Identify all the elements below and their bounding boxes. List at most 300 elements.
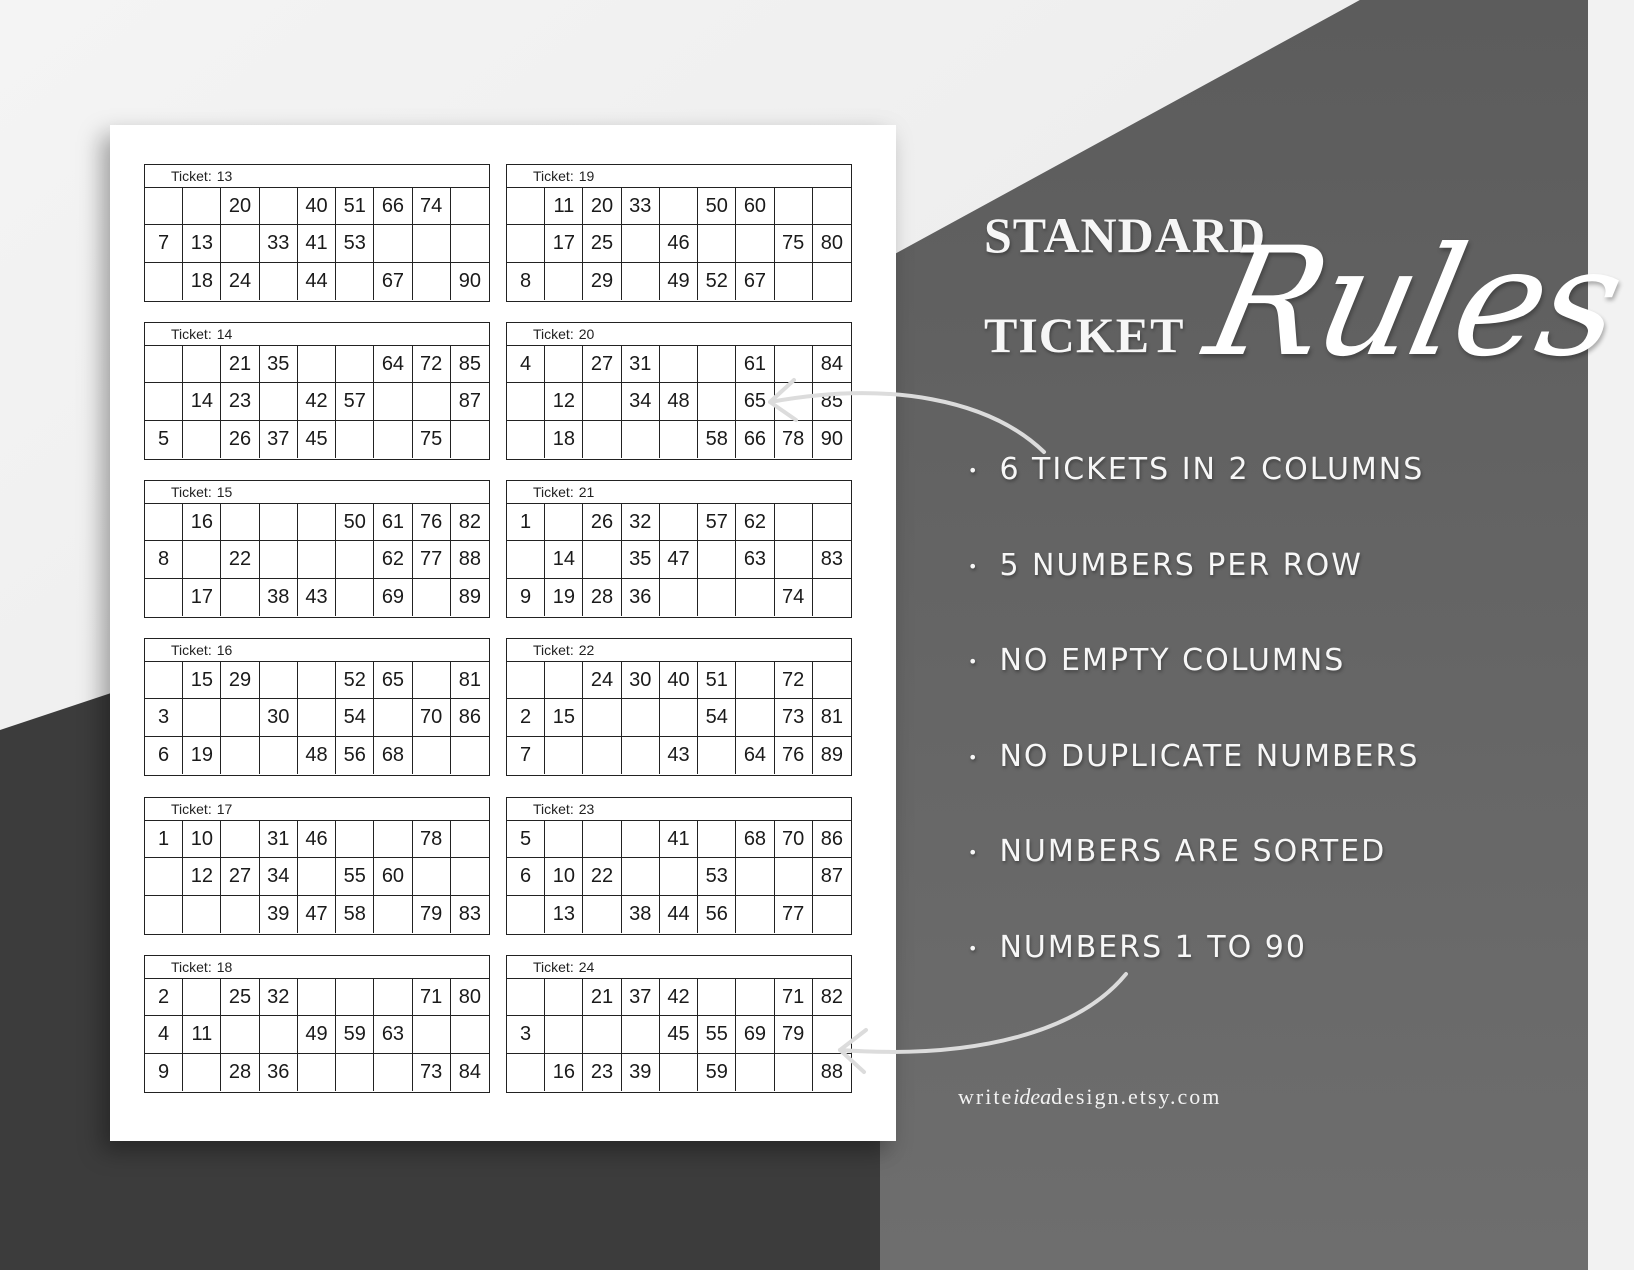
ticket-cell: [451, 821, 489, 858]
ticket-cell: [775, 504, 813, 541]
ticket-cell: [736, 1054, 774, 1091]
ticket-cell: [183, 699, 221, 736]
ticket-cell: [183, 188, 221, 225]
ticket-cell: 59: [698, 1054, 736, 1091]
ticket-cell: [583, 383, 621, 420]
ticket-cell: [374, 979, 412, 1016]
ticket-cell: 73: [775, 699, 813, 736]
ticket-cell: 62: [736, 504, 774, 541]
ticket-cell: 2: [507, 699, 545, 736]
ticket-cell: 72: [775, 662, 813, 699]
ticket-cell: 8: [507, 263, 545, 300]
ticket-cell: 74: [413, 188, 451, 225]
ticket-header: [507, 165, 851, 188]
ticket-cell: 58: [336, 896, 374, 933]
ticket-cell: 78: [775, 421, 813, 458]
ticket-cell: [545, 737, 583, 774]
ticket-number-grid: [507, 821, 851, 933]
ticket-number-grid: [145, 504, 489, 616]
ticket-cell: [145, 383, 183, 420]
ticket-cell: [413, 579, 451, 616]
ticket-cell: 17: [545, 225, 583, 262]
bullet-icon: •: [968, 461, 980, 480]
ticket-cell: 48: [298, 737, 336, 774]
ticket-cell: 35: [622, 541, 660, 578]
ticket-cell: 51: [698, 662, 736, 699]
ticket-cell: [221, 896, 259, 933]
ticket-cell: 39: [260, 896, 298, 933]
ticket-cell: 72: [413, 346, 451, 383]
ticket-cell: [775, 263, 813, 300]
ticket-cell: [221, 821, 259, 858]
ticket-cell: [451, 421, 489, 458]
ticket-cell: 27: [221, 858, 259, 895]
ticket-cell: 37: [260, 421, 298, 458]
ticket-cell: 12: [545, 383, 583, 420]
ticket: [506, 164, 852, 302]
ticket-cell: [660, 699, 698, 736]
ticket-cell: [145, 263, 183, 300]
ticket-cell: 43: [298, 579, 336, 616]
ticket-header: [507, 481, 851, 504]
ticket-cell: 19: [545, 579, 583, 616]
ticket-cell: [813, 1016, 851, 1053]
ticket-cell: [583, 896, 621, 933]
ticket-cell: [545, 821, 583, 858]
ticket-header: [507, 323, 851, 346]
ticket-cell: 88: [820, 1060, 843, 1083]
ticket-cell: [451, 737, 489, 774]
rule-text: 5 NUMBERS PER ROW: [999, 547, 1363, 583]
ticket-cell: 34: [260, 858, 298, 895]
ticket: [506, 797, 852, 935]
ticket-cell: 73: [413, 1054, 451, 1091]
ticket-cell: 90: [458, 269, 481, 292]
ticket-cell: [813, 896, 851, 933]
ticket-cell: 31: [260, 821, 298, 858]
ticket-cell: [545, 263, 583, 300]
ticket-label: Ticket:: [533, 801, 574, 817]
ticket-label: Ticket:: [171, 959, 212, 975]
ticket-cell: 38: [622, 896, 660, 933]
ticket-number-grid: [145, 979, 489, 1091]
ticket-cell: [507, 188, 545, 225]
ticket-cell: [775, 858, 813, 895]
ticket-cell: 51: [336, 188, 374, 225]
ticket-number-grid: [507, 504, 851, 616]
ticket: [506, 955, 852, 1093]
ticket-header: [507, 639, 851, 662]
ticket-cell: 26: [583, 504, 621, 541]
ticket-number: 23: [578, 801, 595, 817]
ticket-number-grid: [507, 979, 851, 1091]
rules-list: [968, 452, 1424, 1025]
ticket-cell: [221, 225, 259, 262]
ticket-cell: [183, 541, 221, 578]
ticket-cell: 59: [336, 1016, 374, 1053]
ticket-cell: 23: [221, 383, 259, 420]
ticket-cell: [260, 1016, 298, 1053]
ticket-cell: [260, 662, 298, 699]
ticket-cell: 77: [413, 541, 451, 578]
ticket-cell: 61: [374, 504, 412, 541]
ticket-cell: 10: [545, 858, 583, 895]
ticket-cell: [183, 896, 221, 933]
ticket-cell: [451, 1016, 489, 1053]
ticket-cell: 13: [545, 896, 583, 933]
ticket-cell: [374, 896, 412, 933]
ticket-cell: 56: [698, 896, 736, 933]
ticket-cell: [298, 662, 336, 699]
ticket-cell: [336, 541, 374, 578]
ticket-cell: [622, 699, 660, 736]
rule-item: [968, 548, 1424, 644]
ticket-cell: [583, 1016, 621, 1053]
ticket-cell: 89: [820, 743, 843, 766]
ticket-cell: 55: [336, 858, 374, 895]
ticket-cell: 90: [820, 427, 843, 450]
ticket-cell: 36: [622, 579, 660, 616]
ticket-cell: 19: [183, 737, 221, 774]
ticket-number-grid: [507, 188, 851, 300]
ticket-cell: 12: [183, 858, 221, 895]
ticket-cell: 57: [698, 504, 736, 541]
ticket-cell: 37: [622, 979, 660, 1016]
ticket-cell: 78: [413, 821, 451, 858]
ticket-cell: 42: [298, 383, 336, 420]
ticket-number: 21: [578, 484, 595, 500]
ticket-cell: 9: [507, 579, 545, 616]
ticket: [144, 638, 490, 776]
ticket-label: Ticket:: [171, 642, 212, 658]
ticket-cell: 20: [583, 188, 621, 225]
rule-text: NUMBERS 1 TO 90: [999, 929, 1307, 965]
ticket-number: 13: [216, 168, 233, 184]
ticket-label: Ticket:: [171, 484, 212, 500]
ticket-cell: [183, 1054, 221, 1091]
ticket-cell: 41: [298, 225, 336, 262]
ticket-cell: [813, 662, 851, 699]
ticket-cell: [622, 821, 660, 858]
ticket-cell: 38: [260, 579, 298, 616]
ticket-cell: [260, 188, 298, 225]
ticket-cell: [545, 504, 583, 541]
rule-text: 6 TICKETS IN 2 COLUMNS: [999, 452, 1425, 487]
ticket-cell: [507, 1054, 545, 1091]
ticket-cell: [545, 662, 583, 699]
ticket-cell: [775, 383, 813, 420]
ticket-cell: [260, 737, 298, 774]
ticket-cell: 15: [183, 662, 221, 699]
ticket-number: 22: [578, 642, 595, 658]
ticket-cell: [413, 858, 451, 895]
ticket-cell: [660, 346, 698, 383]
ticket-cell: [660, 858, 698, 895]
ticket-cell: 67: [736, 263, 774, 300]
ticket-cell: [736, 896, 774, 933]
ticket-cell: 4: [507, 346, 545, 383]
ticket-header: [145, 481, 489, 504]
ticket-cell: [145, 188, 183, 225]
ticket-label: Ticket:: [171, 168, 212, 184]
ticket-cell: [698, 383, 736, 420]
ticket-cell: [336, 421, 374, 458]
ticket-cell: [622, 263, 660, 300]
ticket-cell: 61: [736, 346, 774, 383]
ticket-cell: [260, 383, 298, 420]
ticket-cell: 26: [221, 421, 259, 458]
ticket-cell: 76: [413, 504, 451, 541]
ticket-cell: [736, 662, 774, 699]
ticket-cell: [775, 1054, 813, 1091]
ticket-number-grid: [507, 662, 851, 774]
ticket-cell: [298, 858, 336, 895]
ticket-cell: [507, 541, 545, 578]
ticket-cell: [374, 1054, 412, 1091]
watermark-pre: write: [958, 1084, 1014, 1109]
ticket-cell: [583, 737, 621, 774]
ticket-cell: 22: [221, 541, 259, 578]
ticket-cell: 45: [660, 1016, 698, 1053]
ticket-cell: 11: [183, 1016, 221, 1053]
ticket-cell: [298, 979, 336, 1016]
ticket-cell: 54: [698, 699, 736, 736]
ticket-cell: 9: [145, 1054, 183, 1091]
ticket-cell: 44: [298, 263, 336, 300]
ticket-cell: 31: [622, 346, 660, 383]
ticket-cell: [221, 699, 259, 736]
ticket-cell: 85: [813, 383, 851, 420]
ticket-cell: 70: [775, 821, 813, 858]
ticket-cell: 13: [183, 225, 221, 262]
rule-text: NUMBERS ARE SORTED: [999, 834, 1387, 869]
ticket-cell: 63: [374, 1016, 412, 1053]
ticket: [506, 638, 852, 776]
ticket-cell: [583, 821, 621, 858]
ticket-number-grid: [145, 188, 489, 300]
ticket-number: 17: [216, 801, 233, 817]
ticket-cell: [336, 579, 374, 616]
ticket-header: [145, 798, 489, 821]
ticket-label: Ticket:: [533, 168, 574, 184]
ticket-cell: 70: [413, 699, 451, 736]
ticket-cell: [545, 979, 583, 1016]
ticket-cell: [660, 579, 698, 616]
ticket-cell: 15: [545, 699, 583, 736]
ticket-number: 18: [216, 959, 233, 975]
bullet-icon: •: [968, 938, 980, 958]
ticket-cell: 36: [260, 1054, 298, 1091]
ticket-cell: 87: [451, 383, 489, 420]
ticket-cell: 5: [145, 421, 183, 458]
ticket-cell: [507, 421, 545, 458]
ticket-label: Ticket:: [171, 801, 212, 817]
ticket-cell: [298, 1054, 336, 1091]
ticket-cell: [622, 737, 660, 774]
ticket-cell: 86: [813, 821, 851, 858]
ticket-cell: 77: [775, 896, 813, 933]
ticket-cell: 2: [145, 979, 183, 1016]
ticket-cell: 64: [374, 346, 412, 383]
ticket-cell: 52: [698, 263, 736, 300]
ticket-cell: 69: [736, 1016, 774, 1053]
ticket-cell: 22: [583, 858, 621, 895]
heading-standard: STANDARD: [984, 207, 1267, 263]
ticket-cell: 63: [736, 541, 774, 578]
ticket-cell: [260, 541, 298, 578]
ticket-cell: 16: [183, 504, 221, 541]
ticket-cell: [507, 662, 545, 699]
ticket-cell: 24: [583, 662, 621, 699]
ticket-cell: 10: [183, 821, 221, 858]
ticket: [144, 955, 490, 1093]
ticket-cell: [221, 504, 259, 541]
ticket-cell: 65: [374, 662, 412, 699]
ticket-cell: 54: [336, 699, 374, 736]
ticket-cell: [698, 346, 736, 383]
ticket-cell: 85: [451, 346, 489, 383]
watermark-post: design.etsy.com: [1051, 1084, 1222, 1109]
ticket-cell: [221, 1016, 259, 1053]
ticket-cell: 52: [336, 662, 374, 699]
ticket-cell: 80: [451, 979, 489, 1016]
ticket-cell: 35: [260, 346, 298, 383]
ticket-cell: [298, 699, 336, 736]
ticket-cell: 76: [775, 737, 813, 774]
ticket-label: Ticket:: [533, 959, 574, 975]
ticket-cell: 29: [583, 263, 621, 300]
ticket-cell: 24: [221, 263, 259, 300]
ticket-cell: [336, 263, 374, 300]
ticket-cell: [583, 541, 621, 578]
ticket-cell: [660, 188, 698, 225]
ticket-cell: 27: [583, 346, 621, 383]
ticket-cell: 33: [622, 188, 660, 225]
ticket-cell: [813, 579, 851, 616]
ticket-cell: 46: [660, 225, 698, 262]
ticket-cell: 86: [451, 699, 489, 736]
ticket-number-grid: [145, 821, 489, 933]
ticket-cell: [374, 821, 412, 858]
ticket-header: [145, 956, 489, 979]
ticket-cell: 21: [583, 979, 621, 1016]
ticket-number-grid: [507, 346, 851, 458]
ticket-cell: [736, 225, 774, 262]
rule-item: [968, 452, 1424, 548]
ticket-cell: [736, 858, 774, 895]
ticket-cell: 30: [622, 662, 660, 699]
rule-item: [968, 834, 1424, 930]
ticket-number: 14: [216, 326, 233, 342]
ticket-cell: 50: [336, 504, 374, 541]
ticket-cell: 81: [813, 699, 851, 736]
ticket-cell: 25: [583, 225, 621, 262]
ticket-cell: 21: [221, 346, 259, 383]
rule-item: [968, 643, 1424, 739]
ticket-cell: 39: [622, 1054, 660, 1091]
ticket-cell: 66: [374, 188, 412, 225]
ticket-cell: 3: [507, 1016, 545, 1053]
ticket-cell: [260, 504, 298, 541]
ticket-cell: 25: [221, 979, 259, 1016]
ticket-cell: [507, 979, 545, 1016]
ticket-cell: [374, 225, 412, 262]
ticket-cell: 84: [458, 1060, 481, 1083]
watermark-url: [958, 1084, 1221, 1110]
ticket-cell: 30: [260, 699, 298, 736]
ticket-cell: [413, 225, 451, 262]
ticket-cell: 60: [374, 858, 412, 895]
ticket-cell: 20: [221, 188, 259, 225]
ticket-header: [507, 956, 851, 979]
ticket-cell: [451, 188, 489, 225]
ticket-cell: [145, 504, 183, 541]
ticket-cell: 40: [660, 662, 698, 699]
ticket-cell: 74: [775, 579, 813, 616]
ticket-cell: 81: [451, 662, 489, 699]
rule-text: NO DUPLICATE NUMBERS: [999, 738, 1420, 774]
ticket-number: 16: [216, 642, 233, 658]
ticket-cell: [622, 1016, 660, 1053]
ticket: [144, 797, 490, 935]
ticket-cell: [775, 188, 813, 225]
rule-text: NO EMPTY COLUMNS: [999, 643, 1346, 678]
ticket-cell: [736, 579, 774, 616]
ticket-cell: [660, 504, 698, 541]
ticket-cell: 60: [736, 188, 774, 225]
ticket-cell: 1: [507, 504, 545, 541]
ticket-cell: 87: [813, 858, 851, 895]
ticket-cell: [413, 737, 451, 774]
ticket-cell: [183, 346, 221, 383]
ticket-cell: [145, 896, 183, 933]
ticket-cell: 32: [260, 979, 298, 1016]
ticket-cell: 3: [145, 699, 183, 736]
ticket-cell: 46: [298, 821, 336, 858]
ticket-cell: 23: [583, 1054, 621, 1091]
ticket-cell: [813, 504, 851, 541]
ticket-cell: [336, 346, 374, 383]
ticket-cell: 53: [698, 858, 736, 895]
ticket-cell: 49: [298, 1016, 336, 1053]
bullet-icon: •: [968, 556, 980, 576]
ticket-number-grid: [145, 662, 489, 774]
ticket-cell: 6: [145, 737, 183, 774]
ticket-cell: 71: [775, 979, 813, 1016]
ticket-cell: [413, 383, 451, 420]
ticket-cell: 48: [660, 383, 698, 420]
ticket-cell: 7: [145, 225, 183, 262]
ticket-cell: [507, 383, 545, 420]
ticket: [506, 480, 852, 618]
ticket-cell: [260, 263, 298, 300]
ticket-cell: [336, 1054, 374, 1091]
ticket-cell: [736, 979, 774, 1016]
ticket-number-grid: [145, 346, 489, 458]
bullet-icon: •: [968, 747, 980, 767]
ticket-cell: [374, 421, 412, 458]
ticket-cell: 69: [374, 579, 412, 616]
ticket-cell: 82: [813, 979, 851, 1016]
ticket-cell: 84: [813, 346, 851, 383]
heading-script-rules: Rules: [1193, 216, 1634, 390]
ticket-cell: 49: [660, 263, 698, 300]
ticket-cell: [374, 383, 412, 420]
ticket-cell: 65: [736, 383, 774, 420]
rule-item: [968, 739, 1424, 835]
ticket-cell: 17: [183, 579, 221, 616]
ticket-cell: [221, 737, 259, 774]
